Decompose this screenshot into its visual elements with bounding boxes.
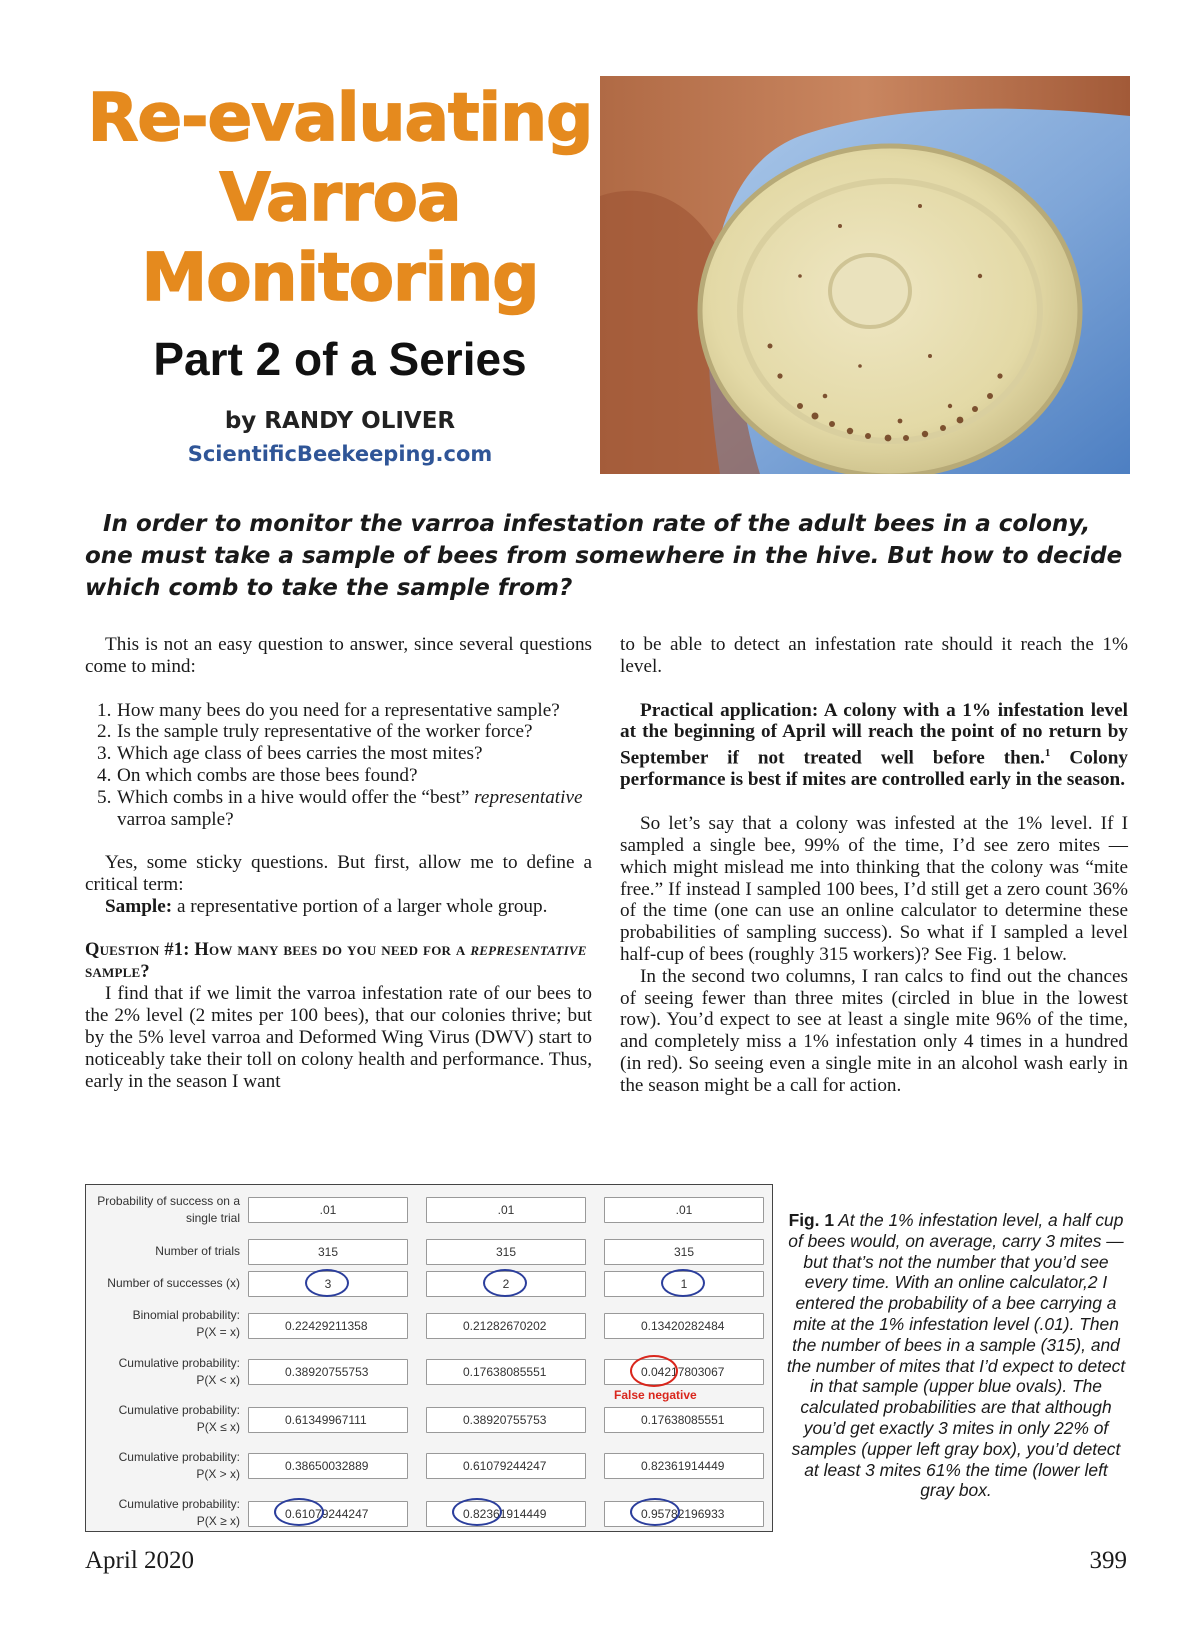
- jar-illustration: [600, 76, 1130, 474]
- blue-oval-highlight: [274, 1498, 324, 1526]
- figure-value-cell[interactable]: .01: [248, 1197, 408, 1223]
- byline: by RANDY OLIVER: [224, 408, 456, 434]
- figure-value-cell[interactable]: 0.22429211358: [248, 1313, 408, 1339]
- figure-value-cell[interactable]: 0.38650032889: [248, 1453, 408, 1479]
- page-number: 399: [1089, 1547, 1127, 1574]
- figure-value-cell[interactable]: 0.38920755753: [426, 1407, 586, 1433]
- figure-row-label: Cumulative probability: P(X > x): [118, 1450, 240, 1481]
- list-item: 5. Which combs in a hive would offer the “best” representative varroa sample?: [97, 786, 583, 830]
- figure-row-label: Number of trials: [155, 1244, 240, 1258]
- right-column: [620, 634, 1128, 1097]
- left-paragraph-1: This is not an easy question to answer, since several questions come to mind:: [85, 634, 592, 677]
- figure-1-caption: Fig. 1 At the 1% infestation level, a half cup of bees would, on average, carry 3 mites — but that’s not the number that you’d see every time. With an online calculator,2 I entered the probability of a bee carrying a mite at the 1% infestation level (.01). Then the number of bees in a sample (315), and the number of mites that I’d expect to detect in that sample (upper blue ovals). The calculated probabilities are that although you’d get exactly 3 mites in only 22% of samples (upper left gray box), you’d detect at least 3 mites 61% the time (lower left gray box.: [786, 1210, 1126, 1501]
- blue-oval-highlight: [661, 1269, 705, 1297]
- left-paragraph-2: Yes, some sticky questions. But first, allow me to define a critical term:: [85, 852, 592, 896]
- figure-value-cell[interactable]: 3: [248, 1271, 408, 1297]
- figure-value-cell[interactable]: .01: [426, 1197, 586, 1223]
- list-item: 1. How many bees do you need for a representative sample?: [97, 699, 560, 721]
- figure-value-cell[interactable]: 2: [426, 1271, 586, 1297]
- figure-row-label: Cumulative probability: P(X ≥ x): [118, 1497, 240, 1528]
- list-item: 2. Is the sample truly representative of the worker force?: [97, 721, 533, 743]
- figure-value-cell[interactable]: 0.38920755753: [248, 1359, 408, 1385]
- figure-value-cell[interactable]: 0.82361914449: [426, 1501, 586, 1527]
- right-paragraph-2: So let’s say that a colony was infested at the 1% level. If I sampled a single bee, 99% of the time, I’d see zero mites — which might mislead me into thinking that the colony was “mite free.” If instead I sampled 100 bees, I’d still get a zero count 36% of the time (one can use an online calculator to determine these probabilities of sampling success). So what if I sampled a level half-cup of bees (roughly 315 workers)? See Fig. 1 below.: [620, 813, 1128, 965]
- figure-value-cell[interactable]: 0.61349967111: [248, 1407, 408, 1433]
- figure-value-cell[interactable]: 0.82361914449: [604, 1453, 764, 1479]
- question-1-heading: Question #1: How many bees do you need for a representative sample?: [85, 939, 587, 982]
- figure-value-cell[interactable]: 0.13420282484: [604, 1313, 764, 1339]
- figure-row-label: Binomial probability: P(X = x): [132, 1308, 240, 1339]
- right-paragraph-3: In the second two columns, I ran calcs to find out the chances of seeing fewer than three mites (circled in blue in the lowest row). You’d expect to see at least a single mite 96% of the time, and completely miss a 1% infestation only 4 times in a hundred (in red). So seeing even a single mite in an alcohol wash early in the season might be a call for action.: [620, 965, 1128, 1096]
- figure-value-cell[interactable]: 0.61079244247: [426, 1453, 586, 1479]
- figure-value-cell[interactable]: 315: [604, 1239, 764, 1265]
- list-item: 4. On which combs are those bees found?: [97, 764, 418, 786]
- question-list: [85, 700, 592, 831]
- subtitle: Part 2 of a Series: [153, 333, 527, 385]
- figure-row-label: Cumulative probability: P(X < x): [118, 1356, 240, 1387]
- figure-value-cell[interactable]: 315: [426, 1239, 586, 1265]
- title-block: [60, 78, 620, 466]
- left-paragraph-3: I find that if we limit the varroa infestation rate of our bees to the 2% level (2 mites per 100 bees), that our colonies thrive; but by the 5% level varroa and Deformed Wing Virus (DWV) start to noticeably take their toll on colony health and performance. Thus, early in the season I want: [85, 983, 592, 1092]
- figure-value-cell[interactable]: 0.17638085551: [426, 1359, 586, 1385]
- figure-value-cell[interactable]: .01: [604, 1197, 764, 1223]
- title-line-2: Varroa: [219, 159, 461, 236]
- footer-date: April 2020: [85, 1547, 195, 1574]
- right-paragraph-1: to be able to detect an infestation rate should it reach the 1% level.: [620, 634, 1128, 677]
- title-line-3: Monitoring: [141, 239, 539, 316]
- sample-definition: Sample: a representative portion of a larger whole group.: [105, 895, 548, 917]
- list-item: 3. Which age class of bees carries the most mites?: [97, 743, 483, 765]
- figure-1-binomial-calculator: [85, 1184, 773, 1532]
- figure-value-cell[interactable]: 315: [248, 1239, 408, 1265]
- figure-value-cell[interactable]: 0.61079244247: [248, 1501, 408, 1527]
- figure-row-label: Cumulative probability: P(X ≤ x): [118, 1403, 240, 1434]
- figure-row-label: Number of successes (x): [107, 1276, 240, 1290]
- blue-oval-highlight: [452, 1498, 502, 1526]
- blue-oval-highlight: [630, 1498, 680, 1526]
- red-oval-highlight: [630, 1355, 678, 1387]
- false-negative-label: False negative: [614, 1388, 697, 1402]
- practical-application: Practical application: A colony with a 1% infestation level at the beginning of April will reach the point of no return by September if not treated well before then.$^1$ Colony performance is best if mites are controlled early in the season.: [620, 699, 1128, 791]
- figure-value-cell[interactable]: 1: [604, 1271, 764, 1297]
- figure-value-cell[interactable]: 0.21282670202: [426, 1313, 586, 1339]
- title-line-1: Re-evaluating: [87, 79, 593, 156]
- figure-row-label: Probability of success on a single trial: [97, 1194, 240, 1225]
- photo-mite-jar: [600, 76, 1130, 474]
- figure-value-cell[interactable]: 0.04217803067: [604, 1359, 764, 1385]
- lede-paragraph: In order to monitor the varroa infestation rate of the adult bees in a colony, one must take a sample of bees from somewhere in the hive. But how to decide which comb to take the sample from?: [85, 511, 1123, 601]
- left-column: [85, 634, 592, 1092]
- blue-oval-highlight: [305, 1269, 349, 1297]
- figure-value-cell[interactable]: 0.95782196933: [604, 1501, 764, 1527]
- website-link[interactable]: ScientificBeekeeping.com: [187, 442, 493, 466]
- figure-value-cell[interactable]: 0.17638085551: [604, 1407, 764, 1433]
- blue-oval-highlight: [483, 1269, 527, 1297]
